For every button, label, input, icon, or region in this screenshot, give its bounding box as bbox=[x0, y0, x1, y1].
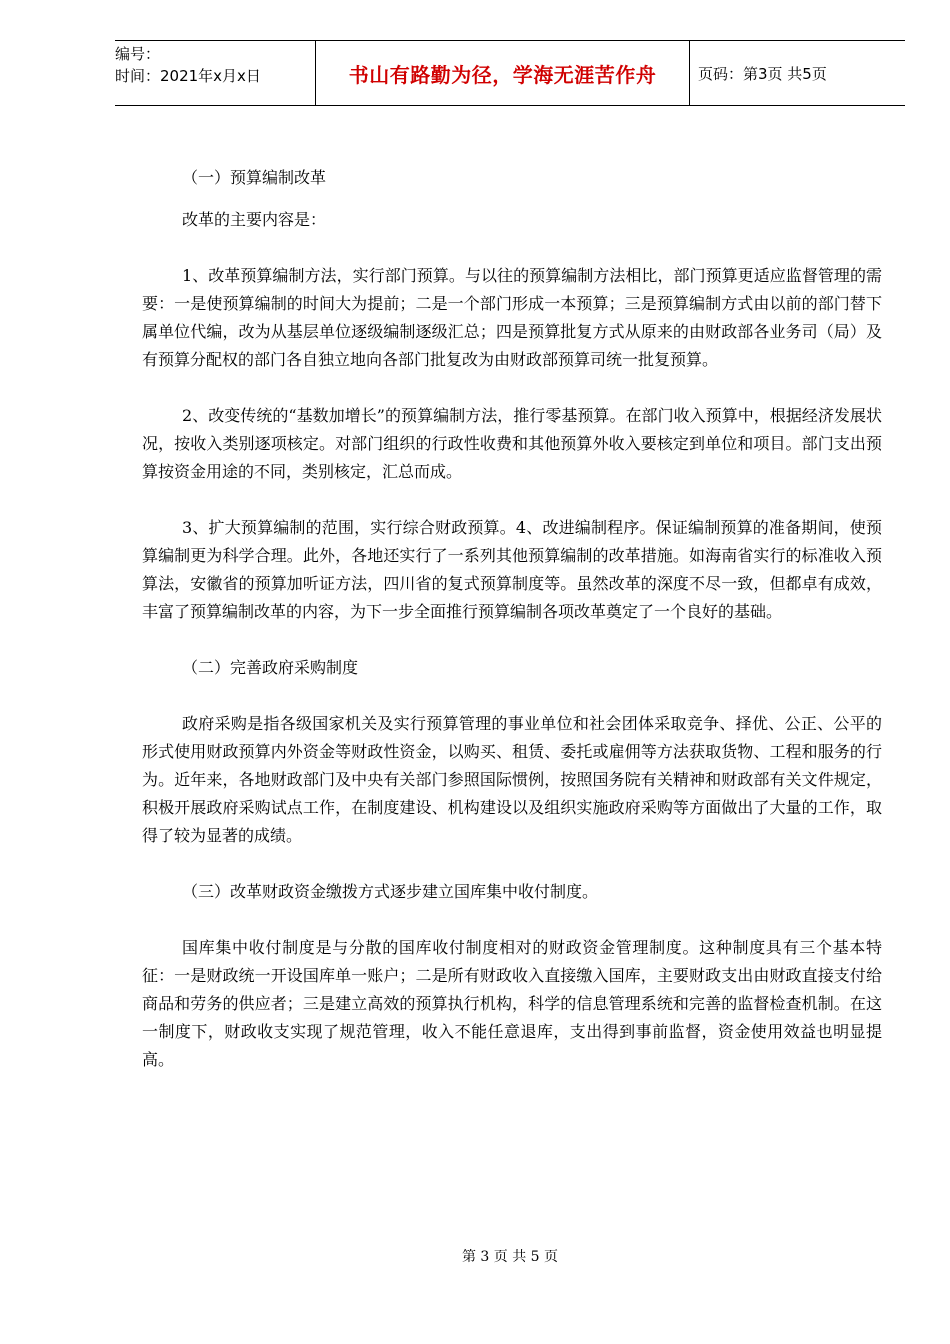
section-heading-procurement: （二）完善政府采购制度 bbox=[182, 658, 359, 677]
document-number-label: 编号： bbox=[115, 45, 161, 63]
header-motto: 书山有路勤为径，学海无涯苦作舟 bbox=[316, 41, 690, 105]
page-footer: 第 3 页 共 5 页 bbox=[461, 1249, 559, 1265]
document-time-label: 时间：2021年x月x日 bbox=[115, 67, 261, 85]
section-heading-budget-reform: （一）预算编制改革 bbox=[182, 168, 327, 187]
header-page-info: 页码：第3页 共5页 bbox=[698, 64, 827, 83]
paragraph-department-budget: 1、改革预算编制方法，实行部门预算。与以往的预算编制方法相比，部门预算更适应监督管理的需要：一是使预算编制的时间大为提前；二是一个部门形成一本预算；三是预算编制方式由以前的部门替下属单位代编，改为从基层单位逐级编制逐级汇总；四是预算批复方式从原来的由财政部各业务司（局）及有预算分配权的部门各自独立地向各部门批复改为由财政部预算司统一批复预算。 bbox=[142, 266, 882, 369]
intro-paragraph: 改革的主要内容是： bbox=[182, 210, 327, 229]
paragraph-comprehensive-budget: 3、扩大预算编制的范围，实行综合财政预算。4、改进编制程序。保证编制预算的准备期间，使预算编制更为科学合理。此外，各地还实行了一系列其他预算编制的改革措施。如海南省实行的标准收入预算法，安徽省的预算加听证方法，四川省的复式预算制度等。虽然改革的深度不尽一致，但都卓有成效，丰富了预算编制改革的内容，为下一步全面推行预算编制各项改革奠定了一个良好的基础。 bbox=[142, 518, 882, 621]
paragraph-treasury-system: 国库集中收付制度是与分散的国库收付制度相对的财政资金管理制度。这种制度具有三个基本特征：一是财政统一开设国库单一账户；二是所有财政收入直接缴入国库，主要财政支出由财政直接支付给商品和劳务的供应者；三是建立高效的预算执行机构，科学的信息管理系统和完善的监督检查机制。在这一制度下，财政收支实现了规范管理，收入不能任意退库，支出得到事前监督，资金使用效益也明显提高。 bbox=[142, 938, 882, 1069]
section-heading-treasury: （三）改革财政资金缴拨方式逐步建立国库集中收付制度。 bbox=[182, 882, 599, 901]
document-body bbox=[142, 150, 882, 1102]
paragraph-zero-based-budget: 2、改变传统的“基数加增长”的预算编制方法，推行零基预算。在部门收入预算中，根据经济发展状况，按收入类别逐项核定。对部门组织的行政性收费和其他预算外收入要核定到单位和项目。部门支出预算按资金用途的不同，类别核定，汇总而成。 bbox=[142, 406, 882, 481]
page-header bbox=[115, 40, 905, 106]
paragraph-government-procurement: 政府采购是指各级国家机关及实行预算管理的事业单位和社会团体采取竞争、择优、公正、公平的形式使用财政预算内外资金等财政性资金，以购买、租赁、委托或雇佣等方法获取货物、工程和服务的行为。近年来，各地财政部门及中央有关部门参照国际惯例，按照国务院有关精神和财政部有关文件规定，积极开展政府采购试点工作，在制度建设、机构建设以及组织实施政府采购等方面做出了大量的工作，取得了较为显著的成绩。 bbox=[142, 714, 882, 845]
header-meta-cell bbox=[115, 41, 316, 105]
